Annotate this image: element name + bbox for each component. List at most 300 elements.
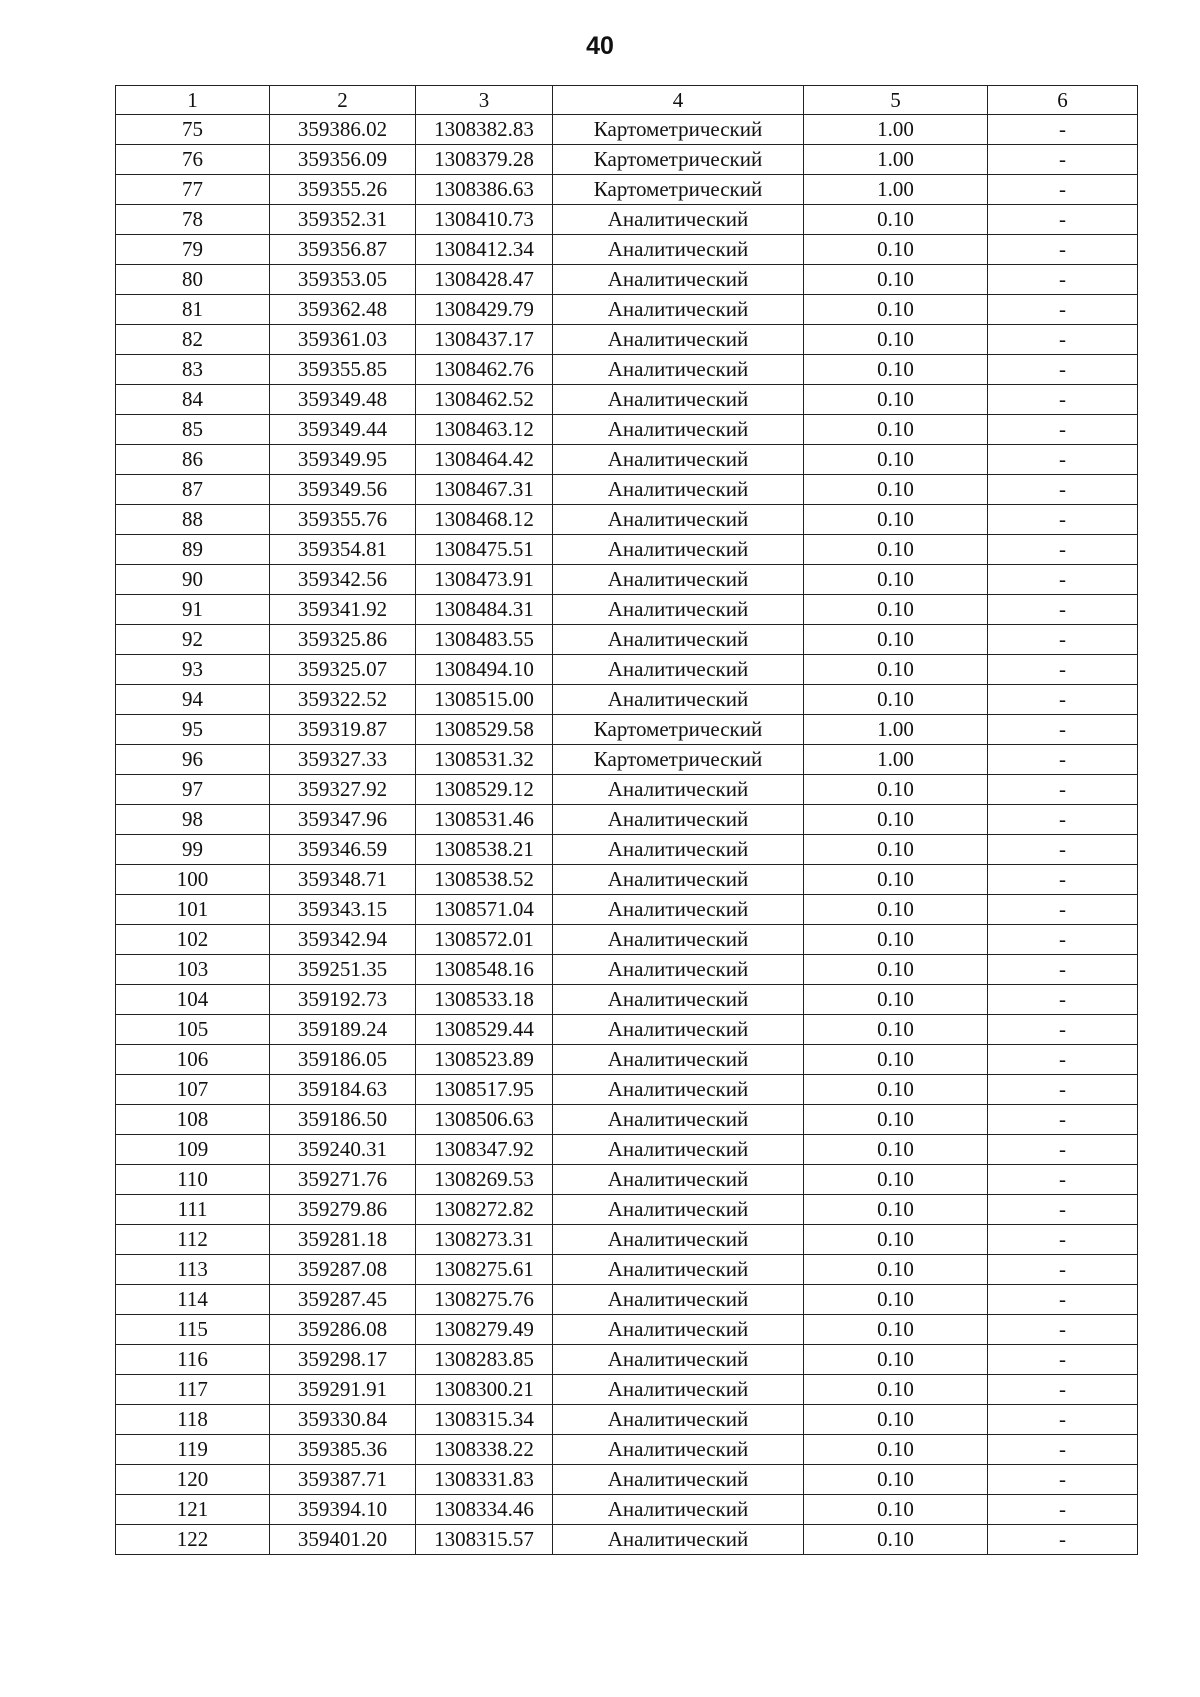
y-coordinate-cell: 1308494.10	[416, 655, 553, 685]
accuracy-cell: 0.10	[804, 655, 988, 685]
y-coordinate-cell: 1308462.52	[416, 385, 553, 415]
table-row	[116, 745, 1138, 775]
method-cell: Аналитический	[553, 1345, 804, 1375]
accuracy-cell: 1.00	[804, 715, 988, 745]
y-coordinate-cell: 1308275.61	[416, 1255, 553, 1285]
y-coordinate-cell: 1308529.44	[416, 1015, 553, 1045]
note-cell: -	[988, 955, 1138, 985]
table-row	[116, 1135, 1138, 1165]
table-row	[116, 925, 1138, 955]
x-coordinate-cell: 359361.03	[270, 325, 416, 355]
y-coordinate-cell: 1308275.76	[416, 1285, 553, 1315]
x-coordinate-cell: 359186.05	[270, 1045, 416, 1075]
point-number-cell: 98	[116, 805, 270, 835]
point-number-cell: 108	[116, 1105, 270, 1135]
note-cell: -	[988, 1045, 1138, 1075]
y-coordinate-cell: 1308484.31	[416, 595, 553, 625]
note-cell: -	[988, 1135, 1138, 1165]
y-coordinate-cell: 1308468.12	[416, 505, 553, 535]
y-coordinate-cell: 1308506.63	[416, 1105, 553, 1135]
method-cell: Аналитический	[553, 535, 804, 565]
method-cell: Аналитический	[553, 565, 804, 595]
method-cell: Аналитический	[553, 1435, 804, 1465]
method-cell: Аналитический	[553, 895, 804, 925]
y-coordinate-cell: 1308475.51	[416, 535, 553, 565]
table-row	[116, 565, 1138, 595]
x-coordinate-cell: 359348.71	[270, 865, 416, 895]
column-header: 1	[116, 86, 270, 115]
y-coordinate-cell: 1308533.18	[416, 985, 553, 1015]
x-coordinate-cell: 359385.36	[270, 1435, 416, 1465]
point-number-cell: 110	[116, 1165, 270, 1195]
method-cell: Аналитический	[553, 1315, 804, 1345]
table-row	[116, 1315, 1138, 1345]
method-cell: Аналитический	[553, 265, 804, 295]
accuracy-cell: 0.10	[804, 1435, 988, 1465]
y-coordinate-cell: 1308269.53	[416, 1165, 553, 1195]
accuracy-cell: 0.10	[804, 925, 988, 955]
method-cell: Картометрический	[553, 175, 804, 205]
table-row	[116, 985, 1138, 1015]
table-row	[116, 145, 1138, 175]
x-coordinate-cell: 359394.10	[270, 1495, 416, 1525]
note-cell: -	[988, 1165, 1138, 1195]
accuracy-cell: 1.00	[804, 115, 988, 145]
x-coordinate-cell: 359346.59	[270, 835, 416, 865]
note-cell: -	[988, 1255, 1138, 1285]
method-cell: Аналитический	[553, 1225, 804, 1255]
note-cell: -	[988, 1195, 1138, 1225]
accuracy-cell: 0.10	[804, 295, 988, 325]
method-cell: Аналитический	[553, 1195, 804, 1225]
x-coordinate-cell: 359352.31	[270, 205, 416, 235]
table-row	[116, 1195, 1138, 1225]
note-cell: -	[988, 625, 1138, 655]
note-cell: -	[988, 565, 1138, 595]
table-row	[116, 1075, 1138, 1105]
y-coordinate-cell: 1308529.12	[416, 775, 553, 805]
note-cell: -	[988, 145, 1138, 175]
note-cell: -	[988, 1015, 1138, 1045]
table-row	[116, 1495, 1138, 1525]
y-coordinate-cell: 1308338.22	[416, 1435, 553, 1465]
method-cell: Аналитический	[553, 1465, 804, 1495]
method-cell: Аналитический	[553, 1135, 804, 1165]
note-cell: -	[988, 1405, 1138, 1435]
point-number-cell: 102	[116, 925, 270, 955]
y-coordinate-cell: 1308315.34	[416, 1405, 553, 1435]
method-cell: Аналитический	[553, 475, 804, 505]
y-coordinate-cell: 1308548.16	[416, 955, 553, 985]
x-coordinate-cell: 359341.92	[270, 595, 416, 625]
table-row	[116, 1525, 1138, 1555]
accuracy-cell: 0.10	[804, 1135, 988, 1165]
y-coordinate-cell: 1308315.57	[416, 1525, 553, 1555]
table-row	[116, 865, 1138, 895]
method-cell: Аналитический	[553, 1105, 804, 1135]
table-row	[116, 1165, 1138, 1195]
point-number-cell: 77	[116, 175, 270, 205]
y-coordinate-cell: 1308428.47	[416, 265, 553, 295]
accuracy-cell: 0.10	[804, 955, 988, 985]
table-row	[116, 415, 1138, 445]
accuracy-cell: 0.10	[804, 445, 988, 475]
table-row	[116, 475, 1138, 505]
accuracy-cell: 0.10	[804, 1255, 988, 1285]
y-coordinate-cell: 1308529.58	[416, 715, 553, 745]
x-coordinate-cell: 359387.71	[270, 1465, 416, 1495]
method-cell: Аналитический	[553, 1015, 804, 1045]
method-cell: Аналитический	[553, 415, 804, 445]
column-header: 6	[988, 86, 1138, 115]
method-cell: Аналитический	[553, 1285, 804, 1315]
method-cell: Аналитический	[553, 655, 804, 685]
x-coordinate-cell: 359356.09	[270, 145, 416, 175]
point-number-cell: 95	[116, 715, 270, 745]
note-cell: -	[988, 535, 1138, 565]
table-row	[116, 205, 1138, 235]
accuracy-cell: 0.10	[804, 1405, 988, 1435]
method-cell: Аналитический	[553, 985, 804, 1015]
y-coordinate-cell: 1308334.46	[416, 1495, 553, 1525]
method-cell: Аналитический	[553, 1045, 804, 1075]
note-cell: -	[988, 865, 1138, 895]
y-coordinate-cell: 1308331.83	[416, 1465, 553, 1495]
method-cell: Картометрический	[553, 145, 804, 175]
method-cell: Аналитический	[553, 1075, 804, 1105]
note-cell: -	[988, 115, 1138, 145]
table-row	[116, 655, 1138, 685]
accuracy-cell: 0.10	[804, 1105, 988, 1135]
column-header: 3	[416, 86, 553, 115]
y-coordinate-cell: 1308300.21	[416, 1375, 553, 1405]
y-coordinate-cell: 1308538.21	[416, 835, 553, 865]
point-number-cell: 97	[116, 775, 270, 805]
y-coordinate-cell: 1308279.49	[416, 1315, 553, 1345]
table-row	[116, 1405, 1138, 1435]
note-cell: -	[988, 385, 1138, 415]
accuracy-cell: 0.10	[804, 385, 988, 415]
accuracy-cell: 0.10	[804, 235, 988, 265]
y-coordinate-cell: 1308523.89	[416, 1045, 553, 1075]
accuracy-cell: 0.10	[804, 775, 988, 805]
x-coordinate-cell: 359322.52	[270, 685, 416, 715]
point-number-cell: 113	[116, 1255, 270, 1285]
x-coordinate-cell: 359349.95	[270, 445, 416, 475]
y-coordinate-cell: 1308483.55	[416, 625, 553, 655]
accuracy-cell: 0.10	[804, 1075, 988, 1105]
method-cell: Аналитический	[553, 1165, 804, 1195]
x-coordinate-cell: 359287.45	[270, 1285, 416, 1315]
note-cell: -	[988, 745, 1138, 775]
x-coordinate-cell: 359281.18	[270, 1225, 416, 1255]
point-number-cell: 103	[116, 955, 270, 985]
point-number-cell: 86	[116, 445, 270, 475]
method-cell: Аналитический	[553, 805, 804, 835]
column-header: 5	[804, 86, 988, 115]
accuracy-cell: 0.10	[804, 1345, 988, 1375]
method-cell: Аналитический	[553, 865, 804, 895]
table-row	[116, 805, 1138, 835]
y-coordinate-cell: 1308437.17	[416, 325, 553, 355]
accuracy-cell: 0.10	[804, 265, 988, 295]
accuracy-cell: 0.10	[804, 1465, 988, 1495]
y-coordinate-cell: 1308382.83	[416, 115, 553, 145]
note-cell: -	[988, 1495, 1138, 1525]
table-row	[116, 895, 1138, 925]
method-cell: Аналитический	[553, 1525, 804, 1555]
note-cell: -	[988, 1075, 1138, 1105]
x-coordinate-cell: 359349.56	[270, 475, 416, 505]
point-number-cell: 114	[116, 1285, 270, 1315]
method-cell: Аналитический	[553, 625, 804, 655]
point-number-cell: 89	[116, 535, 270, 565]
table-row	[116, 1015, 1138, 1045]
note-cell: -	[988, 595, 1138, 625]
table-row	[116, 355, 1138, 385]
table-row	[116, 325, 1138, 355]
note-cell: -	[988, 1105, 1138, 1135]
x-coordinate-cell: 359240.31	[270, 1135, 416, 1165]
point-number-cell: 118	[116, 1405, 270, 1435]
note-cell: -	[988, 685, 1138, 715]
method-cell: Аналитический	[553, 955, 804, 985]
accuracy-cell: 0.10	[804, 1195, 988, 1225]
accuracy-cell: 0.10	[804, 895, 988, 925]
note-cell: -	[988, 715, 1138, 745]
x-coordinate-cell: 359362.48	[270, 295, 416, 325]
x-coordinate-cell: 359354.81	[270, 535, 416, 565]
y-coordinate-cell: 1308467.31	[416, 475, 553, 505]
note-cell: -	[988, 235, 1138, 265]
accuracy-cell: 0.10	[804, 325, 988, 355]
note-cell: -	[988, 1225, 1138, 1255]
y-coordinate-cell: 1308429.79	[416, 295, 553, 325]
y-coordinate-cell: 1308347.92	[416, 1135, 553, 1165]
accuracy-cell: 0.10	[804, 1525, 988, 1555]
note-cell: -	[988, 205, 1138, 235]
method-cell: Аналитический	[553, 385, 804, 415]
table-row	[116, 685, 1138, 715]
method-cell: Аналитический	[553, 1495, 804, 1525]
method-cell: Аналитический	[553, 445, 804, 475]
point-number-cell: 109	[116, 1135, 270, 1165]
accuracy-cell: 0.10	[804, 505, 988, 535]
point-number-cell: 84	[116, 385, 270, 415]
point-number-cell: 75	[116, 115, 270, 145]
note-cell: -	[988, 775, 1138, 805]
accuracy-cell: 0.10	[804, 1225, 988, 1255]
method-cell: Аналитический	[553, 325, 804, 355]
y-coordinate-cell: 1308283.85	[416, 1345, 553, 1375]
table-row	[116, 115, 1138, 145]
note-cell: -	[988, 805, 1138, 835]
note-cell: -	[988, 415, 1138, 445]
x-coordinate-cell: 359291.91	[270, 1375, 416, 1405]
x-coordinate-cell: 359353.05	[270, 265, 416, 295]
table-row	[116, 1225, 1138, 1255]
accuracy-cell: 0.10	[804, 805, 988, 835]
method-cell: Аналитический	[553, 235, 804, 265]
x-coordinate-cell: 359349.44	[270, 415, 416, 445]
point-number-cell: 101	[116, 895, 270, 925]
table-row	[116, 775, 1138, 805]
point-number-cell: 119	[116, 1435, 270, 1465]
point-number-cell: 116	[116, 1345, 270, 1375]
point-number-cell: 83	[116, 355, 270, 385]
y-coordinate-cell: 1308379.28	[416, 145, 553, 175]
note-cell: -	[988, 325, 1138, 355]
point-number-cell: 94	[116, 685, 270, 715]
table-row	[116, 1435, 1138, 1465]
method-cell: Аналитический	[553, 1405, 804, 1435]
note-cell: -	[988, 355, 1138, 385]
accuracy-cell: 0.10	[804, 355, 988, 385]
method-cell: Аналитический	[553, 775, 804, 805]
accuracy-cell: 0.10	[804, 595, 988, 625]
table-row	[116, 1375, 1138, 1405]
table-row	[116, 955, 1138, 985]
point-number-cell: 96	[116, 745, 270, 775]
accuracy-cell: 0.10	[804, 985, 988, 1015]
note-cell: -	[988, 925, 1138, 955]
y-coordinate-cell: 1308572.01	[416, 925, 553, 955]
y-coordinate-cell: 1308531.32	[416, 745, 553, 775]
table-row	[116, 535, 1138, 565]
point-number-cell: 90	[116, 565, 270, 595]
x-coordinate-cell: 359189.24	[270, 1015, 416, 1045]
point-number-cell: 115	[116, 1315, 270, 1345]
x-coordinate-cell: 359342.56	[270, 565, 416, 595]
table-row	[116, 595, 1138, 625]
point-number-cell: 120	[116, 1465, 270, 1495]
accuracy-cell: 0.10	[804, 865, 988, 895]
page-number: 40	[586, 32, 614, 60]
point-number-cell: 78	[116, 205, 270, 235]
x-coordinate-cell: 359279.86	[270, 1195, 416, 1225]
accuracy-cell: 0.10	[804, 415, 988, 445]
accuracy-cell: 0.10	[804, 625, 988, 655]
accuracy-cell: 0.10	[804, 835, 988, 865]
x-coordinate-cell: 359325.86	[270, 625, 416, 655]
table-row	[116, 1345, 1138, 1375]
note-cell: -	[988, 1315, 1138, 1345]
accuracy-cell: 1.00	[804, 145, 988, 175]
point-number-cell: 121	[116, 1495, 270, 1525]
point-number-cell: 111	[116, 1195, 270, 1225]
y-coordinate-cell: 1308386.63	[416, 175, 553, 205]
note-cell: -	[988, 655, 1138, 685]
y-coordinate-cell: 1308531.46	[416, 805, 553, 835]
method-cell: Картометрический	[553, 115, 804, 145]
point-number-cell: 80	[116, 265, 270, 295]
point-number-cell: 112	[116, 1225, 270, 1255]
point-number-cell: 105	[116, 1015, 270, 1045]
table-row	[116, 625, 1138, 655]
method-cell: Аналитический	[553, 925, 804, 955]
note-cell: -	[988, 985, 1138, 1015]
accuracy-cell: 0.10	[804, 685, 988, 715]
method-cell: Аналитический	[553, 295, 804, 325]
table-row	[116, 1465, 1138, 1495]
note-cell: -	[988, 295, 1138, 325]
note-cell: -	[988, 265, 1138, 295]
point-number-cell: 92	[116, 625, 270, 655]
note-cell: -	[988, 1525, 1138, 1555]
table-body	[116, 115, 1138, 1555]
accuracy-cell: 0.10	[804, 1285, 988, 1315]
note-cell: -	[988, 1375, 1138, 1405]
y-coordinate-cell: 1308272.82	[416, 1195, 553, 1225]
accuracy-cell: 0.10	[804, 1495, 988, 1525]
y-coordinate-cell: 1308464.42	[416, 445, 553, 475]
accuracy-cell: 1.00	[804, 175, 988, 205]
x-coordinate-cell: 359356.87	[270, 235, 416, 265]
point-number-cell: 82	[116, 325, 270, 355]
point-number-cell: 100	[116, 865, 270, 895]
method-cell: Аналитический	[553, 595, 804, 625]
x-coordinate-cell: 359386.02	[270, 115, 416, 145]
point-number-cell: 87	[116, 475, 270, 505]
point-number-cell: 88	[116, 505, 270, 535]
x-coordinate-cell: 359327.92	[270, 775, 416, 805]
method-cell: Аналитический	[553, 505, 804, 535]
table-row	[116, 1105, 1138, 1135]
x-coordinate-cell: 359298.17	[270, 1345, 416, 1375]
x-coordinate-cell: 359271.76	[270, 1165, 416, 1195]
point-number-cell: 117	[116, 1375, 270, 1405]
table-row	[116, 835, 1138, 865]
x-coordinate-cell: 359325.07	[270, 655, 416, 685]
x-coordinate-cell: 359186.50	[270, 1105, 416, 1135]
table-row	[116, 295, 1138, 325]
x-coordinate-cell: 359355.85	[270, 355, 416, 385]
accuracy-cell: 0.10	[804, 1015, 988, 1045]
method-cell: Аналитический	[553, 355, 804, 385]
accuracy-cell: 0.10	[804, 205, 988, 235]
table-row	[116, 385, 1138, 415]
accuracy-cell: 0.10	[804, 475, 988, 505]
point-number-cell: 107	[116, 1075, 270, 1105]
x-coordinate-cell: 359355.26	[270, 175, 416, 205]
point-number-cell: 99	[116, 835, 270, 865]
note-cell: -	[988, 1435, 1138, 1465]
y-coordinate-cell: 1308412.34	[416, 235, 553, 265]
table-row	[116, 235, 1138, 265]
point-number-cell: 93	[116, 655, 270, 685]
note-cell: -	[988, 1345, 1138, 1375]
header-row	[116, 86, 1138, 115]
x-coordinate-cell: 359355.76	[270, 505, 416, 535]
x-coordinate-cell: 359286.08	[270, 1315, 416, 1345]
point-number-cell: 122	[116, 1525, 270, 1555]
method-cell: Аналитический	[553, 835, 804, 865]
column-header: 4	[553, 86, 804, 115]
accuracy-cell: 0.10	[804, 565, 988, 595]
note-cell: -	[988, 835, 1138, 865]
method-cell: Аналитический	[553, 1375, 804, 1405]
point-number-cell: 81	[116, 295, 270, 325]
note-cell: -	[988, 475, 1138, 505]
point-number-cell: 104	[116, 985, 270, 1015]
table-row	[116, 1255, 1138, 1285]
table-row	[116, 715, 1138, 745]
x-coordinate-cell: 359342.94	[270, 925, 416, 955]
x-coordinate-cell: 359347.96	[270, 805, 416, 835]
y-coordinate-cell: 1308463.12	[416, 415, 553, 445]
table-row	[116, 1045, 1138, 1075]
y-coordinate-cell: 1308410.73	[416, 205, 553, 235]
